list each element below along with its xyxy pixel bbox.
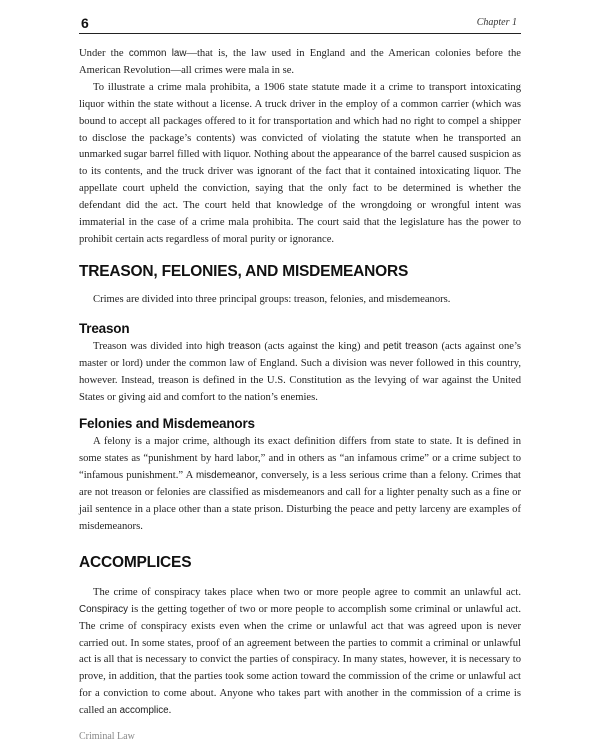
- intro-text-1: Under the: [79, 48, 129, 59]
- accomplices-text-3: .: [168, 705, 172, 717]
- key-term-common-law: common law: [128, 48, 187, 59]
- treason-text-1: Treason was divided into: [93, 340, 206, 352]
- treason-text-2: (acts against the king) and: [260, 340, 383, 352]
- subheading-felonies-misdemeanors: Felonies and Misdemeanors: [79, 416, 255, 432]
- page-number: 6: [81, 15, 89, 31]
- key-term-conspiracy: Conspiracy: [79, 603, 129, 615]
- intro-text-2: —that is, the law used in England and the American colonies before the American Revolution—all crimes were mala in se.: [79, 48, 521, 76]
- key-term-accomplice: accomplice: [119, 705, 169, 717]
- treason-text-3: (acts against one’s master or lord) under the common law of England. Such a division was never followed in this country, however. Instead, treason is defined in the U.S. Constitution as the levying of war against the United States or giving aid and comfort to the nation’s enemies.: [79, 340, 522, 403]
- accomplices-paragraph: [79, 585, 521, 720]
- section-heading-treason-felonies-misdemeanors: TREASON, FELONIES, AND MISDEMEANORS: [79, 262, 409, 280]
- section-intro-paragraph: Crimes are divided into three principal groups: treason, felonies, and misdemeanors.: [93, 293, 451, 305]
- intro-paragraph-2: To illustrate a crime mala prohibita, a 1906 state statute made it a crime to transport intoxicating liquor within the state without a license. A truck driver in the employ of a common carrier (which was bound to accept all packages offered to it for transportation and which had no right to compel a shipper to disclose the package’s contents) was convicted of violating the statute when he transported an unmarked sugar barrel filled with liquor. Nothing about the appearance of the barrel caused suspicion as to its contents, and the truck driver was ignorant of the fact that it contained intoxicating liquor. The appellate court upheld the conviction, saying that the only fact to be determined is whether the defendant did the act. The court held that knowledge of the wrongdoing or wrongful intent was immaterial in the case of a crime mala prohibita. The court said that the legislature has the power to prohibit certain acts regardless of moral purity or ignorance.: [79, 81, 521, 245]
- chapter-label: Chapter 1: [476, 17, 517, 28]
- subheading-treason: Treason: [79, 320, 130, 336]
- key-term-misdemeanor: misdemeanor: [195, 470, 256, 482]
- page-header: [0, 0, 600, 34]
- page-body: [79, 46, 521, 720]
- accomplices-text-2: is the getting together of two or more people to accomplish some criminal or unlawful act. The crime of conspiracy exists even when the crime or unlawful act that was agreed upon is never carried out. In some states, proof of an agreement between the parties to commit a criminal or unlawful act is all that is necessary to convict the parties of conspiracy. In many states, however, it is necessary to prove, in addition, that the parties took some action toward the commission of the crime or unlawful act for a conviction to come about. Anyone who takes part with another in the commission of a crime is called an: [79, 603, 521, 717]
- felonies-text-1: A felony is a major crime, although its exact definition differs from state to state. It is defined in some states as “punishment by hard labor,” and in others as “an infamous crime” or a crime subject to “infamous punishment.” A: [79, 436, 521, 482]
- header-rule: [79, 33, 521, 34]
- key-term-petit-treason: petit treason: [382, 340, 438, 352]
- page-footer: Criminal Law: [79, 731, 135, 742]
- intro-paragraph-1: [79, 46, 521, 80]
- treason-paragraph: [79, 339, 521, 407]
- section-heading-accomplices: ACCOMPLICES: [79, 553, 192, 571]
- felonies-paragraph: [79, 434, 521, 535]
- accomplices-text-1: The crime of conspiracy takes place when two or more people agree to commit an unlawful act.: [93, 586, 521, 598]
- felonies-text-2: , conversely, is a less serious crime than a felony. Crimes that are not treason or felonies are classified as misdemeanors and call for a lighter penalty such as a fine or jail sentence in a place other than a state prison. Disturbing the peace and petty larceny are examples of misdemeanors.: [79, 470, 521, 532]
- key-term-high-treason: high treason: [205, 340, 261, 352]
